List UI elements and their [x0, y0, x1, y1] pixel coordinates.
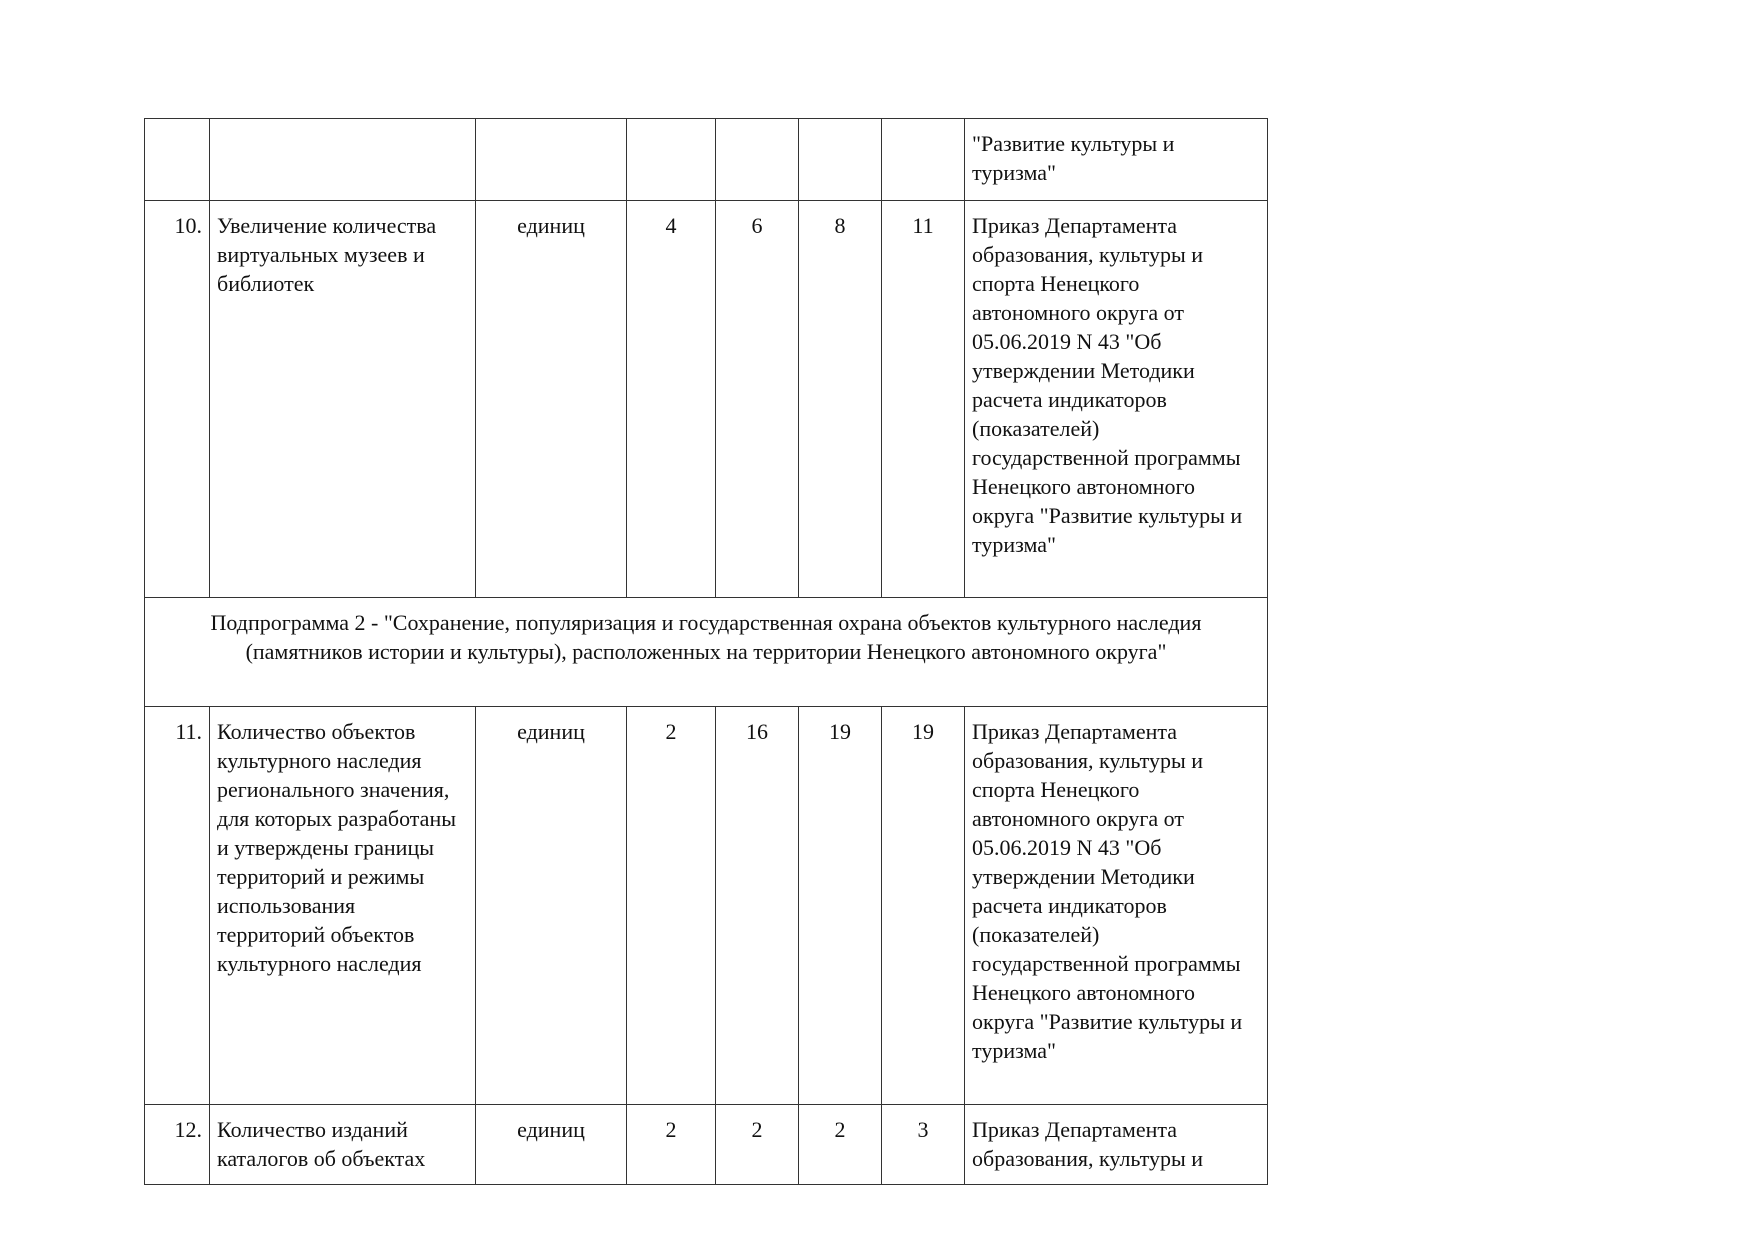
value-1: 2 [627, 707, 716, 1105]
row-number: 12. [145, 1105, 210, 1185]
value-4: 19 [882, 707, 965, 1105]
table-row [145, 1105, 1268, 1185]
value-4 [882, 119, 965, 201]
source: "Развитие культуры и туризма" [965, 119, 1268, 201]
source: Приказ Департамента образования, культуры и [965, 1105, 1268, 1185]
value-1: 2 [627, 1105, 716, 1185]
value-2 [716, 119, 799, 201]
source: Приказ Департамента образования, культуры и спорта Ненецкого автономного округа от 05.06.2019 N 43 "Об утверждении Методики расчета индикаторов (показателей) государственной программы Ненецкого автономного округа "Развитие культуры и туризма" [965, 201, 1268, 598]
value-2: 6 [716, 201, 799, 598]
row-number [145, 119, 210, 201]
unit [476, 119, 627, 201]
unit: единиц [476, 1105, 627, 1185]
subprogram-row [145, 598, 1268, 707]
value-2: 2 [716, 1105, 799, 1185]
table-row [145, 119, 1268, 201]
value-3: 8 [799, 201, 882, 598]
value-3 [799, 119, 882, 201]
subprogram-title: Подпрограмма 2 - "Сохранение, популяризация и государственная охрана объектов культурного наследия (памятников истории и культуры), расположенных на территории Ненецкого автономного округа" [145, 598, 1268, 707]
value-1: 4 [627, 201, 716, 598]
indicators-table [144, 118, 1268, 1185]
value-3: 2 [799, 1105, 882, 1185]
unit: единиц [476, 201, 627, 598]
unit: единиц [476, 707, 627, 1105]
value-3: 19 [799, 707, 882, 1105]
indicator-name: Количество объектов культурного наследия регионального значения, для которых разработаны и утверждены границы территорий и режимы использования территорий объектов культурного наследия [210, 707, 476, 1105]
row-number: 10. [145, 201, 210, 598]
indicator-name: Количество изданий каталогов об объектах [210, 1105, 476, 1185]
indicator-name [210, 119, 476, 201]
value-4: 11 [882, 201, 965, 598]
value-1 [627, 119, 716, 201]
value-4: 3 [882, 1105, 965, 1185]
row-number: 11. [145, 707, 210, 1105]
indicator-name: Увеличение количества виртуальных музеев и библиотек [210, 201, 476, 598]
value-2: 16 [716, 707, 799, 1105]
table-row [145, 707, 1268, 1105]
table-row [145, 201, 1268, 598]
source: Приказ Департамента образования, культуры и спорта Ненецкого автономного округа от 05.06.2019 N 43 "Об утверждении Методики расчета индикаторов (показателей) государственной программы Ненецкого автономного округа "Развитие культуры и туризма" [965, 707, 1268, 1105]
